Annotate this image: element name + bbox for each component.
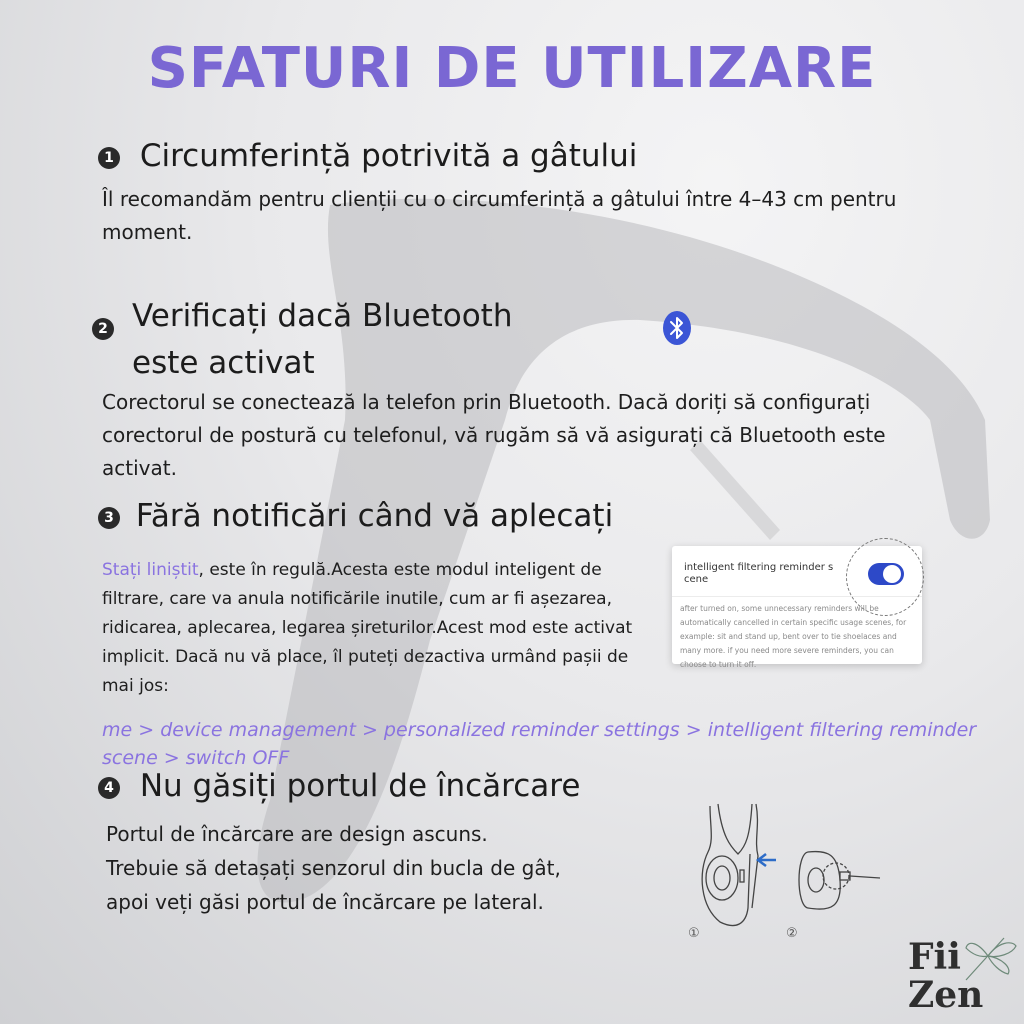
bluetooth-icon bbox=[662, 310, 692, 346]
section-1-body: Îl recomandăm pentru clienții cu o circumferință a gâtului între 4–43 cm pentru moment. bbox=[102, 187, 897, 244]
page-title: SFATURI DE UTILIZARE bbox=[147, 36, 877, 101]
section-4-heading bbox=[98, 766, 580, 806]
section-1-heading bbox=[98, 136, 637, 176]
brand-logo-line1: Fii bbox=[908, 936, 961, 978]
section-4-body-line3: apoi veți găsi portul de încărcare pe lateral. bbox=[106, 890, 544, 914]
diagram-step-2-label: ② bbox=[786, 926, 798, 941]
step-3-number-icon: 3 bbox=[98, 507, 120, 529]
section-1-heading-text: Circumferință potrivită a gâtului bbox=[139, 138, 638, 174]
section-3-body-text: , este în regulă.Acesta este modul inteligent de filtrare, care va anula notificările inutile, cum ar fi așezarea, ridicarea, aplecarea, legarea șireturilor.Acest mod este activat implicit. Dacă nu vă place, îl puteți dezactiva urmând pașii de mai jos: bbox=[102, 560, 633, 696]
section-3-heading-text: Fără notificări când vă aplecați bbox=[135, 498, 614, 534]
brand-logo bbox=[908, 938, 983, 1014]
section-2-body: Corectorul se conectează la telefon prin Bluetooth. Dacă doriți să configurați corectorul de postură cu telefonul, vă rugăm să vă asigurați că Bluetooth este activat. bbox=[102, 390, 886, 480]
section-4-body-line1: Portul de încărcare are design ascuns. bbox=[106, 822, 488, 846]
step-1-number-icon: 1 bbox=[98, 147, 120, 169]
intelligent-filtering-toggle[interactable] bbox=[868, 563, 904, 585]
section-3-body bbox=[102, 556, 664, 701]
section-3-accent-text: Stați liniștit bbox=[102, 560, 199, 580]
charging-port-diagram bbox=[680, 796, 890, 946]
brand-logo-line2: Zen bbox=[908, 974, 984, 1016]
section-2-heading-line2: este activat bbox=[132, 345, 315, 381]
toggle-knob bbox=[883, 565, 901, 583]
diagram-step-1-label: ① bbox=[688, 926, 700, 941]
section-2-heading-line1: Verificați dacă Bluetooth bbox=[132, 298, 513, 334]
step-4-number-icon: 4 bbox=[98, 777, 120, 799]
setting-card bbox=[672, 546, 922, 669]
section-3-heading bbox=[98, 496, 613, 536]
step-2-number-icon: 2 bbox=[92, 318, 114, 340]
setting-card-title: intelligent filtering reminder s cene bbox=[684, 562, 834, 585]
section-4-heading-text: Nu găsiți portul de încărcare bbox=[139, 768, 581, 804]
setting-card-description: after turned on, some unnecessary reminders will be automatically cancelled in certain specific usage scenes, for example: sit and stand up, bent over to tie shoelaces and many more. if you need more severe reminders, you can choose to turn it off. bbox=[680, 604, 907, 669]
settings-path: me > device management > personalized reminder settings > intelligent filtering reminder scene > switch OFF bbox=[102, 719, 977, 769]
section-4-body-line2: Trebuie să detașați senzorul din bucla de gât, bbox=[106, 856, 561, 880]
